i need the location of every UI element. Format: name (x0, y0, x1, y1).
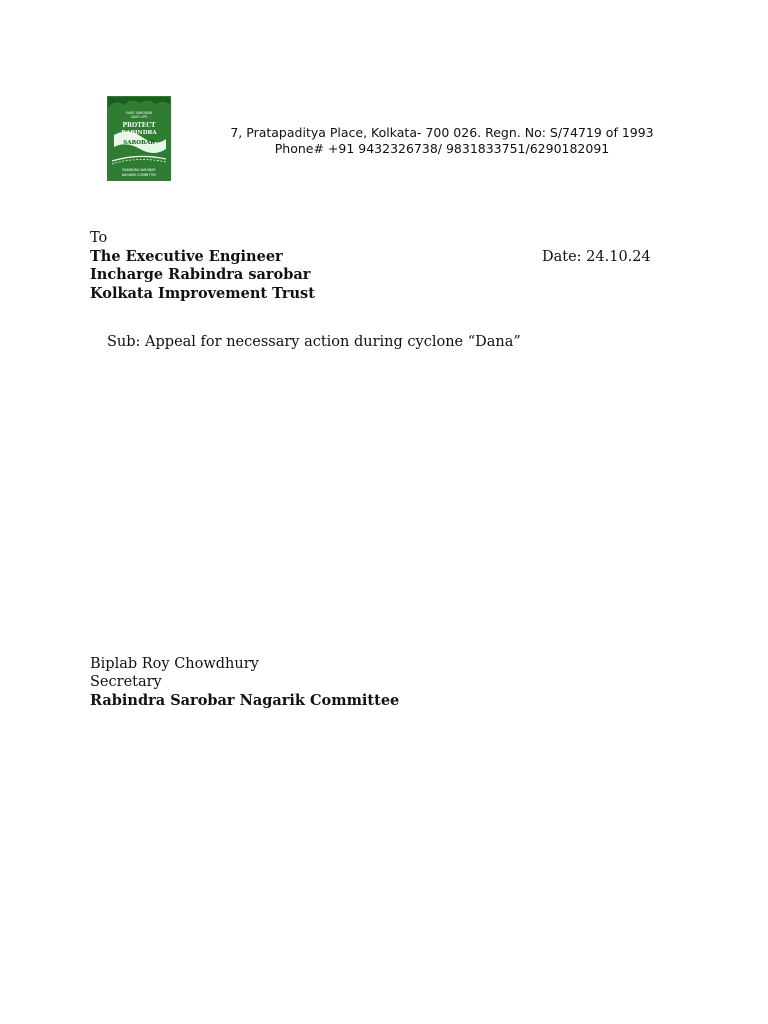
logo-text-top-2: SAVE LIFE (130, 115, 148, 119)
letter-subject: Sub: Appeal for necessary action during cyclone “Dana” (107, 334, 521, 350)
recipient-block (90, 248, 315, 303)
signatory-title: Secretary (90, 674, 162, 691)
logo-text-main-3: SAROBAR (123, 140, 155, 146)
recipient-line: Incharge Rabindra sarobar (90, 266, 311, 284)
to-label: To (90, 230, 108, 246)
logo-text-main-2: RABINDRA (121, 130, 157, 136)
signatory-name: Biplab Roy Chowdhury (90, 656, 259, 672)
logo-text-bottom-2: NAGARIK COMMITTEE (121, 173, 157, 177)
letter-date: Date: 24.10.24 (542, 249, 651, 265)
letterhead-address: 7, Pratapaditya Place, Kolkata- 700 026. Regn. No: S/74719 of 1993 (230, 125, 654, 140)
logo-text-top-1: SAVE SAROBAR (125, 111, 153, 115)
letterhead-phone: Phone# +91 9432326738/ 9831833751/6290182091 (274, 141, 610, 156)
logo-text-main-1: PROTECT (122, 122, 156, 129)
logo-text-bottom-1: RABINDRA SAROBAR (122, 168, 156, 172)
letterhead (222, 125, 662, 157)
organization-logo (107, 96, 171, 181)
recipient-line: Kolkata Improvement Trust (90, 284, 315, 302)
signature-block (90, 655, 399, 710)
lake-emblem-icon (108, 97, 170, 180)
recipient-line: The Executive Engineer (90, 248, 283, 265)
signatory-organization: Rabindra Sarobar Nagarik Committee (90, 691, 400, 709)
